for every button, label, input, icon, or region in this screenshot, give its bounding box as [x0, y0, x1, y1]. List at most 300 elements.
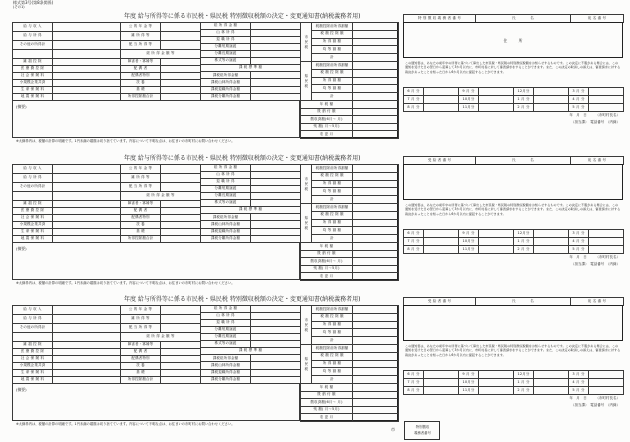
value-cell	[161, 174, 201, 183]
collection-table	[300, 383, 399, 422]
separate-income-table	[200, 164, 301, 207]
notice-title: 年度 給与所得等に係る市民税・県民税 特別徴収税額の決定・変更通知書(納税義務者用)	[124, 13, 361, 20]
value-cell	[251, 313, 301, 320]
deduction-label: 障害者・寡婦等	[121, 59, 161, 66]
income-label: 給 与 所 得	[13, 174, 53, 183]
tax-row-label: 税 額 控 除 額	[312, 69, 353, 77]
notice-text: この通知書は、あなたの前年中の所得に基づいて算出した市民税・県民税の特別徴収税額をお知らせするものです。この決定に不服がある場合には、この通知を受けた日の翌日から起算して3か月以内に、市町村長に対して審査請求をすることができます。また、この決定の取消しの訴えは、審査請求に対する裁決があったことを知った日から6か月以内に提起することができます。	[405, 61, 621, 74]
value-cell	[251, 306, 301, 313]
deduction-label: 配 偶 者	[121, 66, 161, 73]
tax-row-label: 所 得 割 額	[312, 77, 353, 85]
value-cell	[353, 101, 399, 109]
deduction-label: 生 命 保 険 料	[13, 229, 53, 236]
value-cell	[53, 306, 121, 315]
value-cell	[161, 41, 201, 50]
tax-base-label: 課税総所得金額	[201, 214, 251, 221]
separate-income-label: 退 職 所 得	[201, 320, 251, 327]
deduction-label: 雑 損 控 除	[13, 201, 53, 208]
separate-income-label: 分離長期譲渡	[201, 193, 251, 200]
tax-row-label: 税額控除前所得割額	[312, 203, 353, 211]
value-cell	[353, 250, 399, 258]
month-label: 7 月 分	[404, 379, 424, 387]
value-cell	[53, 41, 121, 50]
issuer-line: 年 月 日 （市町村長名）	[569, 255, 620, 259]
collection-table	[300, 100, 399, 139]
address-number-label: 宛 名 番 号	[571, 298, 624, 306]
notice-text: この通知書は、あなたの前年中の所得に基づいて算出した市民税・県民税の特別徴収税額をお知らせするものです。この決定に不服がある場合には、この通知を受けた日の翌日から起算して3か月以内に、市町村長に対して審査請求をすることができます。また、この決定の取消しの訴えは、審査請求に対する裁決があったことを知った日から6か月以内に提起することができます。	[405, 344, 621, 357]
total-income-label: 総 所 得 金 額 等	[121, 192, 201, 201]
tax-row-label: 税 額 控 除 額	[312, 172, 353, 180]
value-cell	[251, 320, 301, 327]
issuer-line: （担当課） 電話番号 （内線）	[571, 403, 620, 407]
value-cell	[251, 51, 301, 58]
value-cell	[251, 228, 301, 235]
value-cell	[353, 77, 399, 85]
month-label: 1 月 分	[514, 238, 534, 246]
month-label: 10月分	[459, 238, 479, 246]
value-cell	[424, 238, 459, 246]
value-cell	[534, 371, 569, 379]
value-cell	[161, 363, 201, 370]
memo-label: (摘要)	[16, 246, 27, 251]
tax-row-label: 所 得 割 額	[312, 360, 353, 368]
deduction-label: 小規模企業共済	[13, 80, 53, 87]
value-cell	[251, 79, 301, 86]
tax-base-label: 課税総所得金額	[201, 72, 251, 79]
value-cell	[353, 313, 399, 321]
tax-calc-table	[300, 22, 399, 101]
total-income-label: 総 所 得 金 額 等	[121, 50, 201, 59]
deduction-label: 地 震 保 険 料	[13, 236, 53, 243]
value-cell	[353, 258, 399, 266]
value-cell	[353, 406, 399, 414]
bottom-id-box	[404, 421, 440, 440]
deduction-label: 扶 養	[121, 80, 161, 87]
income-label: 配 当 所 得 等	[121, 41, 161, 50]
deduction-label: 地 震 保 険 料	[13, 94, 53, 101]
name-label: 氏 名	[476, 298, 571, 306]
month-label: 2 月 分	[514, 246, 534, 254]
value-cell	[53, 342, 121, 349]
month-label: 5 月 分	[569, 104, 589, 112]
income-table	[12, 22, 201, 59]
tax-group-label: 市 民 税	[301, 23, 312, 62]
month-label: 4 月 分	[569, 238, 589, 246]
value-cell	[589, 379, 624, 387]
value-cell	[353, 69, 399, 77]
deduction-table	[12, 200, 201, 243]
value-cell	[589, 246, 624, 254]
recipient-box	[403, 22, 623, 58]
tax-row-label: 所 得 割 額	[312, 180, 353, 188]
tax-row-label: 均 等 割 額	[312, 368, 353, 376]
month-label: 9 月 分	[459, 230, 479, 238]
month-label: 6 月 分	[404, 230, 424, 238]
tax-row-label: 均 等 割 額	[312, 46, 353, 54]
deduction-table	[12, 341, 201, 384]
month-label: 8 月 分	[404, 387, 424, 395]
value-cell	[53, 165, 121, 174]
month-label: 10月分	[459, 379, 479, 387]
separate-income-label: 分離短期譲渡	[201, 44, 251, 51]
income-label: 給 与 収 入	[13, 23, 53, 32]
notice-text: この通知書は、あなたの前年中の所得に基づいて算出した市民税・県民税の特別徴収税額をお知らせするものです。この決定に不服がある場合には、この通知を受けた日の翌日から起算して3か月以内に、市町村長に対して審査請求をすることができます。また、この決定の取消しの訴えは、審査請求に対する裁決があったことを知った日から6か月以内に提起することができます。	[405, 203, 621, 216]
separate-income-label: 山 林 所 得	[201, 30, 251, 37]
separate-income-label: 退 職 所 得	[201, 37, 251, 44]
value-cell	[353, 337, 399, 345]
collection-label: 残 額( 月〜5月)	[301, 123, 353, 131]
value-cell	[353, 203, 399, 211]
tax-base-label: 課税退職所得金額	[201, 86, 251, 93]
bottom-box-line: 義務者番号	[414, 431, 431, 435]
bottom-mark: 市	[391, 427, 395, 432]
tax-base-label: 課税分離所得金額	[201, 376, 251, 383]
address-number-label: 宛 名 番 号	[571, 15, 624, 23]
value-cell	[424, 230, 459, 238]
tax-group-label: 市 民 税	[301, 306, 312, 345]
tax-row-label: 税 額 控 除 額	[312, 313, 353, 321]
tax-calc-table	[300, 305, 399, 384]
collection-label: 年 税 額	[301, 243, 353, 251]
deduction-label: 配偶者特別	[121, 356, 161, 363]
value-cell	[53, 222, 121, 229]
value-cell	[53, 32, 121, 41]
value-cell	[353, 243, 399, 251]
tax-base-label: 課税分離所得金額	[201, 93, 251, 100]
value-cell	[53, 349, 121, 356]
deduction-label: 所得控除額合計	[121, 377, 161, 384]
value-cell	[353, 38, 399, 46]
income-label: 給 与 所 得	[13, 315, 53, 324]
deduction-label: 生 命 保 険 料	[13, 87, 53, 94]
issuer-line: 年 月 日 （市町村長名）	[569, 396, 620, 400]
tax-row-label: 計	[312, 93, 353, 101]
value-cell	[353, 30, 399, 38]
separate-income-label: 総 所 得 金 額	[201, 165, 251, 172]
footnote: ※太線枠内は、税額の計算の明細です。1円未満の端数は切り捨てています。内容について不明な点は、お住まいの市町村にお問い合わせください。	[16, 281, 235, 285]
tax-row-label: 均 等 割 額	[312, 329, 353, 337]
memo-label: (摘要)	[16, 104, 27, 109]
value-cell	[161, 183, 201, 192]
issuer-line: （担当課） 電話番号 （内線）	[571, 262, 620, 266]
value-cell	[161, 208, 201, 215]
value-cell	[353, 306, 399, 314]
value-cell	[479, 96, 514, 104]
form-number: 様式第3号(第8条関係)	[13, 0, 54, 5]
separate-income-table	[200, 305, 301, 348]
recipient-box	[403, 305, 623, 341]
collection-label: 残 額( 月〜5月)	[301, 406, 353, 414]
tax-row-label: 税額控除前所得割額	[312, 306, 353, 314]
separate-income-label: 分離長期譲渡	[201, 51, 251, 58]
value-cell	[353, 384, 399, 392]
value-cell	[424, 104, 459, 112]
value-cell	[53, 363, 121, 370]
income-table	[12, 164, 201, 201]
month-label: 8 月 分	[404, 104, 424, 112]
value-cell	[251, 23, 301, 30]
value-cell	[353, 399, 399, 407]
value-cell	[353, 273, 399, 281]
value-cell	[534, 379, 569, 387]
separate-income-label: 山 林 所 得	[201, 313, 251, 320]
tax-row-label: 計	[312, 54, 353, 62]
tax-base-label: 課税退職所得金額	[201, 369, 251, 376]
deduction-label: 配偶者特別	[121, 73, 161, 80]
month-label: 4 月 分	[569, 96, 589, 104]
deduction-label: 障害者・寡婦等	[121, 342, 161, 349]
month-label: 7 月 分	[404, 96, 424, 104]
collection-label: 徴収済額(6月〜 月)	[301, 116, 353, 124]
value-cell	[251, 37, 301, 44]
value-cell	[353, 211, 399, 219]
income-table	[12, 305, 201, 342]
footnote: ※太線枠内は、税額の計算の明細です。1円未満の端数は切り捨てています。内容について不明な点は、お住まいの市町村にお問い合わせください。	[16, 139, 235, 143]
value-cell	[353, 85, 399, 93]
value-cell	[161, 23, 201, 32]
month-label: 12月分	[514, 371, 534, 379]
tax-group-label: 県 民 税	[301, 344, 312, 383]
value-cell	[53, 23, 121, 32]
memo-box	[12, 242, 300, 280]
value-cell	[251, 362, 301, 369]
value-cell	[353, 368, 399, 376]
deduction-table	[12, 58, 201, 101]
value-cell	[479, 238, 514, 246]
value-cell	[53, 229, 121, 236]
deduction-label: 基 礎	[121, 370, 161, 377]
deduction-label: 小規模企業共済	[13, 363, 53, 370]
tax-base-label: 課税分離所得金額	[201, 235, 251, 242]
value-cell	[53, 215, 121, 222]
monthly-amount-table	[403, 370, 624, 395]
tax-group-label: 県 民 税	[301, 203, 312, 242]
value-cell	[534, 104, 569, 112]
month-label: 7 月 分	[404, 238, 424, 246]
income-label: 配 当 所 得 等	[121, 324, 161, 333]
value-cell	[353, 165, 399, 173]
deduction-label: 配偶者特別	[121, 215, 161, 222]
income-label: その他の所得計	[13, 324, 53, 333]
value-cell	[424, 88, 459, 96]
deduction-label: 医 療 費 控 除	[13, 208, 53, 215]
value-cell	[479, 230, 514, 238]
collection-label: 年 税 額	[301, 101, 353, 109]
value-cell	[353, 196, 399, 204]
value-cell	[353, 227, 399, 235]
deduction-label: 社 会 保 険 料	[13, 215, 53, 222]
deduction-label: 雑 損 控 除	[13, 59, 53, 66]
month-label: 5 月 分	[569, 246, 589, 254]
month-label: 10月分	[459, 96, 479, 104]
value-cell	[353, 46, 399, 54]
month-label: 12月分	[514, 230, 534, 238]
value-cell	[534, 230, 569, 238]
tax-base-header: 課 税 標 準 額	[201, 65, 301, 72]
value-cell	[353, 219, 399, 227]
separate-income-label: 株式等の譲渡	[201, 200, 251, 207]
value-cell	[161, 349, 201, 356]
collection-label: 年 税 額	[301, 384, 353, 392]
value-cell	[251, 44, 301, 51]
value-cell	[161, 356, 201, 363]
tax-row-label: 税 額 控 除 額	[312, 211, 353, 219]
value-cell	[161, 324, 201, 333]
month-label: 8 月 分	[404, 246, 424, 254]
value-cell	[353, 123, 399, 131]
value-cell	[479, 88, 514, 96]
value-cell	[589, 238, 624, 246]
tax-base-label: 課税総所得金額	[201, 355, 251, 362]
tax-base-table	[200, 347, 301, 384]
month-label: 11月分	[459, 387, 479, 395]
tax-base-label: 課税山林所得金額	[201, 362, 251, 369]
value-cell	[353, 116, 399, 124]
value-cell	[53, 87, 121, 94]
income-label: 給 与 収 入	[13, 165, 53, 174]
collection-label: 変 更 月	[301, 414, 353, 422]
separate-income-label: 総 所 得 金 額	[201, 23, 251, 30]
value-cell	[53, 80, 121, 87]
month-label: 5 月 分	[569, 387, 589, 395]
deduction-label: 配 偶 者	[121, 349, 161, 356]
value-cell	[424, 379, 459, 387]
deduction-label: 小規模企業共済	[13, 222, 53, 229]
value-cell	[161, 59, 201, 66]
value-cell	[353, 188, 399, 196]
value-cell	[353, 265, 399, 273]
tax-group-label: 市 民 税	[301, 165, 312, 204]
value-cell	[589, 88, 624, 96]
tax-base-header: 課 税 標 準 額	[201, 207, 301, 214]
value-cell	[161, 73, 201, 80]
value-cell	[353, 180, 399, 188]
separate-income-label: 分離短期譲渡	[201, 186, 251, 193]
tax-calc-table	[300, 164, 399, 243]
deduction-label: 地 震 保 険 料	[13, 377, 53, 384]
tax-row-label: 所 得 割 額	[312, 219, 353, 227]
value-cell	[353, 391, 399, 399]
collection-label: 変 更 月	[301, 131, 353, 139]
value-cell	[479, 246, 514, 254]
deduction-label: 社 会 保 険 料	[13, 73, 53, 80]
income-label: 雑 所 得 等	[121, 174, 161, 183]
value-cell	[251, 355, 301, 362]
value-cell	[161, 370, 201, 377]
value-cell	[534, 387, 569, 395]
notice-title: 年度 給与所得等に係る市民税・県民税 特別徴収税額の決定・変更通知書(納税義務者用)	[124, 296, 361, 303]
bottom-box-line: 特別徴収	[415, 425, 430, 429]
month-label: 2 月 分	[514, 387, 534, 395]
value-cell	[251, 221, 301, 228]
value-cell	[53, 356, 121, 363]
income-label: その他の所得計	[13, 183, 53, 192]
value-cell	[353, 344, 399, 352]
separate-income-label: 分離短期譲渡	[201, 327, 251, 334]
value-cell	[53, 370, 121, 377]
separate-income-label: 株式等の譲渡	[201, 341, 251, 348]
value-cell	[161, 229, 201, 236]
tax-row-label: 税 額 控 除 額	[312, 30, 353, 38]
value-cell	[589, 96, 624, 104]
deduction-label: 障害者・寡婦等	[121, 201, 161, 208]
value-cell	[353, 360, 399, 368]
notice-band-2	[0, 150, 630, 291]
collection-table	[300, 242, 399, 281]
month-label: 3 月 分	[569, 88, 589, 96]
month-label: 4 月 分	[569, 379, 589, 387]
value-cell	[424, 96, 459, 104]
income-label: 給 与 所 得	[13, 32, 53, 41]
notice-band-3	[0, 291, 630, 432]
month-label: 12月分	[514, 88, 534, 96]
income-label: 給 与 収 入	[13, 306, 53, 315]
month-label: 3 月 分	[569, 230, 589, 238]
tax-base-header: 課 税 標 準 額	[201, 348, 301, 355]
month-label: 9 月 分	[459, 371, 479, 379]
value-cell	[534, 88, 569, 96]
memo-box	[12, 100, 300, 138]
income-label: 雑 所 得 等	[121, 32, 161, 41]
value-cell	[353, 131, 399, 139]
value-cell	[479, 387, 514, 395]
value-cell	[589, 104, 624, 112]
month-label: 11月分	[459, 246, 479, 254]
value-cell	[53, 315, 121, 324]
value-cell	[251, 334, 301, 341]
value-cell	[251, 369, 301, 376]
income-label: その他の所得計	[13, 41, 53, 50]
value-cell	[161, 315, 201, 324]
value-cell	[479, 371, 514, 379]
collection-label: 徴収済額(6月〜 月)	[301, 399, 353, 407]
value-cell	[251, 179, 301, 186]
value-cell	[353, 414, 399, 422]
tax-row-label: 計	[312, 337, 353, 345]
id-number-label: 特 別 徴 収 義 務 者 番 号	[404, 15, 476, 23]
value-cell	[161, 66, 201, 73]
value-cell	[161, 80, 201, 87]
address-number-label: 宛 名 番 号	[571, 157, 624, 165]
collection-label: 既 納 付 額	[301, 250, 353, 258]
income-label: 雑 所 得 等	[121, 315, 161, 324]
value-cell	[589, 230, 624, 238]
collection-label: 既 納 付 額	[301, 108, 353, 116]
value-cell	[353, 321, 399, 329]
id-number-label: 受 給 者 番 号	[404, 298, 476, 306]
tax-row-label: 計	[312, 196, 353, 204]
value-cell	[353, 23, 399, 31]
value-cell	[53, 183, 121, 192]
month-label: 1 月 分	[514, 379, 534, 387]
value-cell	[251, 72, 301, 79]
separate-income-label: 総 所 得 金 額	[201, 306, 251, 313]
id-number-label: 受 給 者 番 号	[404, 157, 476, 165]
tax-base-label: 課税退職所得金額	[201, 228, 251, 235]
separate-income-label: 株式等の譲渡	[201, 58, 251, 65]
tax-group-label: 県 民 税	[301, 61, 312, 100]
value-cell	[161, 87, 201, 94]
deduction-label: 社 会 保 険 料	[13, 356, 53, 363]
value-cell	[534, 238, 569, 246]
tax-base-label: 課税山林所得金額	[201, 221, 251, 228]
separate-income-table	[200, 22, 301, 65]
deduction-label: 所得控除額合計	[121, 94, 161, 101]
value-cell	[161, 215, 201, 222]
tax-row-label: 所 得 割 額	[312, 38, 353, 46]
value-cell	[424, 371, 459, 379]
month-label: 11月分	[459, 104, 479, 112]
